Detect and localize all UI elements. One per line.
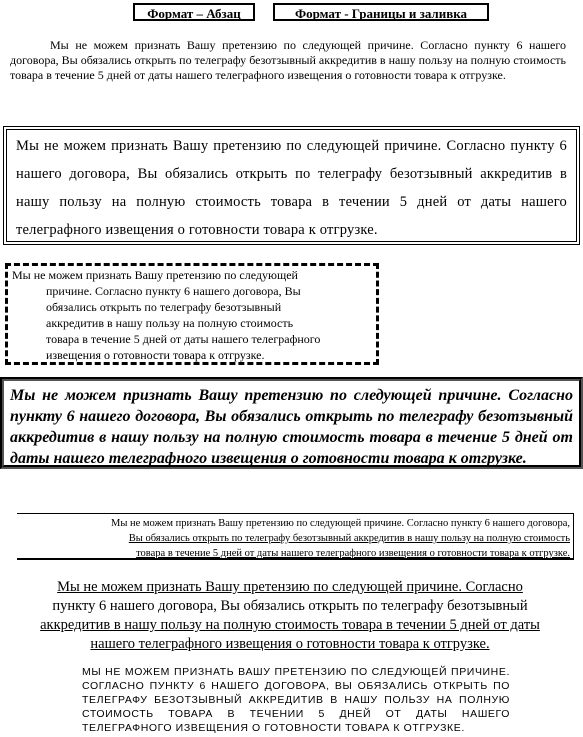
text-line: товара в течение 5 дней от даты нашего телеграфного: [46, 332, 321, 346]
paragraph-bold-italic-border: Мы не можем признать Вашу претензию по следующей причине. Согласно пункту 6 нашего договора, Вы обязались открыть по телеграфу безотзывный аккредитив в нашу пользу на полную стоимость товара в течение 5 дней от даты нашего телеграфного извещения о готовности товара к отгрузке.: [0, 377, 583, 469]
text-line: причине. Согласно пункту 6 нашего договора, Вы: [46, 284, 301, 298]
text-line: аккредитив в нашу пользу на полную стоимость: [46, 316, 294, 330]
text-line: Вы обязались открыть по телеграфу безотзывный аккредитив в нашу пользу на полную стоимость: [128, 533, 570, 544]
text-line: Мы не можем признать Вашу претензию по следующей причине. Согласно: [57, 579, 523, 595]
text-line: Мы не можем признать Вашу претензию по следующей: [12, 268, 298, 282]
paragraph-indented: Мы не можем признать Вашу претензию по следующей причине. Согласно пункту 6 нашего договора, Вы обязались открыть по телеграфу безотзывный аккредитив в нашу пользу на полную стоимость товара в течение 5 дней от даты нашего телеграфного извещения о готовности товара к отгрузке.: [10, 38, 566, 82]
text-line: обязались открыть по телеграфу безотзывный: [46, 300, 282, 314]
text-line: аккредитив в нашу пользу на полную стоимость товара в течении 5 дней от даты: [40, 617, 540, 633]
paragraph-centered-underlined: [5, 578, 575, 654]
text-line: пункту 6 нашего договора, Вы обязались открыть по телеграфу безотзывный: [52, 598, 528, 614]
text-line: извещения о готовности товара к отгрузке.: [46, 348, 265, 362]
text-line: нашего телеграфного извещения о готовности товара к отгрузке.: [90, 636, 490, 652]
paragraph-dashed-border: [5, 263, 379, 365]
text-line: Мы не можем признать Вашу претензию по следующей причине. Согласно пункту 6 нашего договора,: [110, 518, 570, 529]
paragraph-double-border: Мы не можем признать Вашу претензию по следующей причине. Согласно пункту 6 нашего договора, Вы обязались открыть по телеграфу безотзывный аккредитив в нашу пользу на полную стоимость товара в течении 5 дней от даты нашего телеграфного извещения о готовности товара к отгрузке.: [3, 126, 580, 245]
text-line: товара в течение 5 дней от даты нашего телеграфного извещения о готовности товара к отгрузке.: [136, 548, 570, 559]
heading-format-paragraph: Формат – Абзац: [133, 3, 255, 21]
paragraph-right-aligned-border: [17, 513, 574, 560]
paragraph-uppercase-sans: МЫ НЕ МОЖЕМ ПРИЗНАТЬ ВАШУ ПРЕТЕНЗИЮ ПО СЛЕДУЮЩЕЙ ПРИЧИНЕ. СОГЛАСНО ПУНКТУ 6 НАШЕГО ДОГОВОРА, ВЫ ОБЯЗАЛИСЬ ОТКРЫТЬ ПО ТЕЛЕГРАФУ БЕЗОТЗЫВНЫЙ АККРЕДИТИВ В НАШУ ПОЛЬЗУ НА ПОЛНУЮ СТОИМОСТЬ ТОВАРА В ТЕЧЕНИИ 5 ДНЕЙ ОТ ДАТЫ НАШЕГО ТЕЛЕГРАФНОГО ИЗВЕЩЕНИЯ О ГОТОВНОСТИ ТОВАРА К ОТГРУЗКЕ.: [82, 666, 510, 734]
heading-format-borders: Формат - Границы и заливка: [273, 3, 489, 21]
